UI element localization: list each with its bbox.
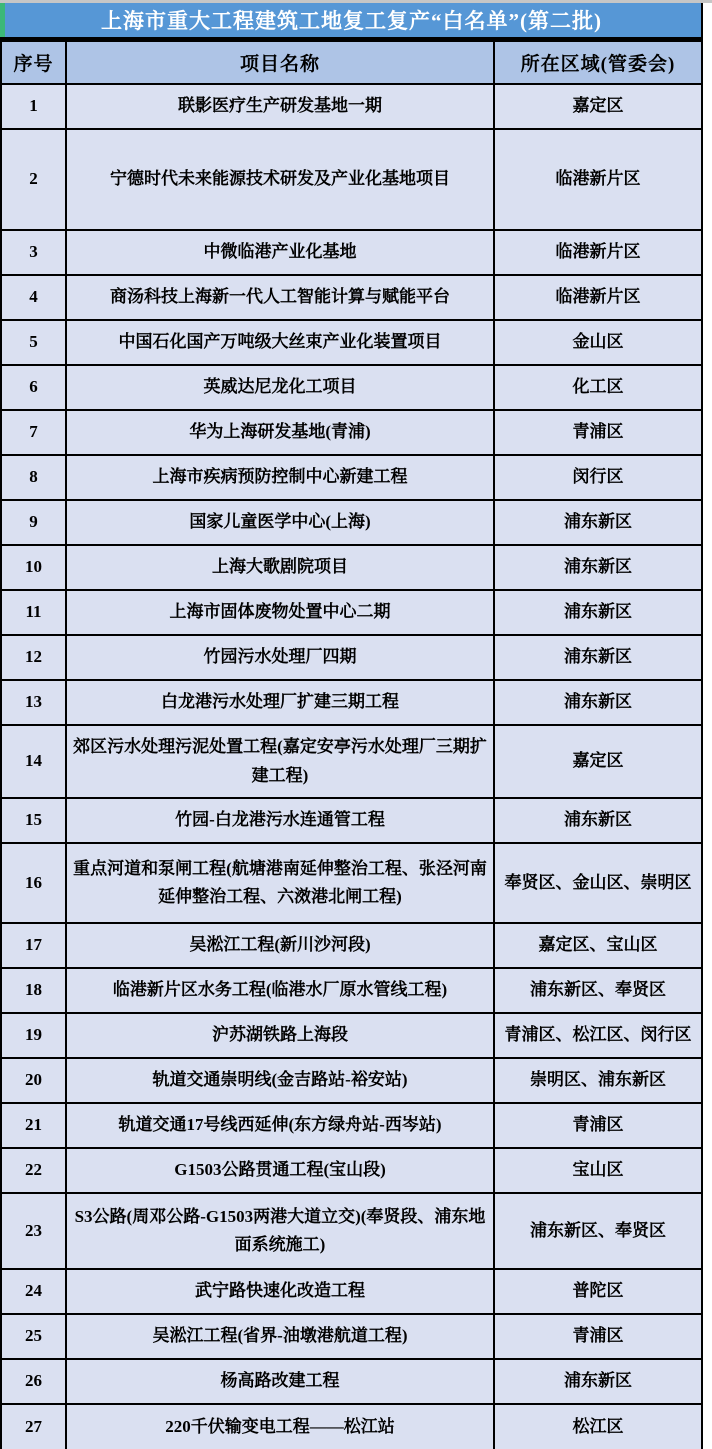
cell-project: 商汤科技上海新一代人工智能计算与赋能平台 [66,275,494,320]
cell-region: 金山区 [494,320,701,365]
cell-serial: 23 [2,1193,66,1269]
cell-serial: 1 [2,84,66,129]
cell-project: 武宁路快速化改造工程 [66,1269,494,1314]
cell-region: 普陀区 [494,1269,701,1314]
table-row [2,590,701,635]
table-row [2,129,701,230]
table-row [2,843,701,923]
cell-serial: 25 [2,1314,66,1359]
table-row [2,1013,701,1058]
cell-region: 临港新片区 [494,230,701,275]
cell-serial: 3 [2,230,66,275]
green-edge-strip [0,3,5,37]
cell-serial: 20 [2,1058,66,1103]
cell-region: 青浦区、松江区、闵行区 [494,1013,701,1058]
cell-serial: 2 [2,129,66,230]
table-body [2,84,701,1449]
table-row [2,1404,701,1449]
cell-project: 轨道交通崇明线(金吉路站-裕安站) [66,1058,494,1103]
cell-project: 竹园-白龙港污水连通管工程 [66,798,494,843]
cell-serial: 5 [2,320,66,365]
cell-region: 浦东新区 [494,500,701,545]
header-row [2,41,701,84]
cell-region: 青浦区 [494,1314,701,1359]
cell-region: 浦东新区 [494,545,701,590]
table-row [2,635,701,680]
cell-region: 浦东新区 [494,680,701,725]
cell-region: 奉贤区、金山区、崇明区 [494,843,701,923]
whitelist-sheet [0,3,703,1449]
cell-project: 杨高路改建工程 [66,1359,494,1404]
cell-serial: 26 [2,1359,66,1404]
cell-project: 吴淞江工程(新川沙河段) [66,923,494,968]
table-row [2,1058,701,1103]
table-row [2,798,701,843]
cell-project: 上海大歌剧院项目 [66,545,494,590]
cell-serial: 9 [2,500,66,545]
cell-serial: 6 [2,365,66,410]
cell-project: 竹园污水处理厂四期 [66,635,494,680]
cell-project: 重点河道和泵闸工程(航塘港南延伸整治工程、张泾河南延伸整治工程、六滧港北闸工程) [66,843,494,923]
cell-serial: 4 [2,275,66,320]
cell-region: 松江区 [494,1404,701,1449]
cell-region: 浦东新区 [494,635,701,680]
cell-project: S3公路(周邓公路-G1503两港大道立交)(奉贤段、浦东地面系统施工) [66,1193,494,1269]
cell-region: 嘉定区、宝山区 [494,923,701,968]
cell-project: 上海市固体废物处置中心二期 [66,590,494,635]
header-serial: 序号 [2,41,66,84]
table-row [2,410,701,455]
cell-project: 吴淞江工程(省界-油墩港航道工程) [66,1314,494,1359]
cell-serial: 17 [2,923,66,968]
cell-serial: 18 [2,968,66,1013]
header-region: 所在区域(管委会) [494,41,701,84]
cell-project: 上海市疾病预防控制中心新建工程 [66,455,494,500]
cell-serial: 22 [2,1148,66,1193]
cell-serial: 14 [2,725,66,798]
table-row [2,968,701,1013]
cell-serial: 8 [2,455,66,500]
cell-project: 国家儿童医学中心(上海) [66,500,494,545]
cell-region: 浦东新区、奉贤区 [494,968,701,1013]
cell-region: 闵行区 [494,455,701,500]
cell-project: 联影医疗生产研发基地一期 [66,84,494,129]
cell-region: 浦东新区 [494,1359,701,1404]
table-row [2,84,701,129]
cell-region: 化工区 [494,365,701,410]
cell-project: 郊区污水处理污泥处置工程(嘉定安亭污水处理厂三期扩建工程) [66,725,494,798]
cell-project: 中微临港产业化基地 [66,230,494,275]
cell-serial: 12 [2,635,66,680]
whitelist-table [2,40,701,1449]
cell-project: 220千伏输变电工程——松江站 [66,1404,494,1449]
cell-region: 浦东新区 [494,798,701,843]
cell-region: 青浦区 [494,1103,701,1148]
cell-region: 宝山区 [494,1148,701,1193]
cell-project: 英威达尼龙化工项目 [66,365,494,410]
cell-project: 临港新片区水务工程(临港水厂原水管线工程) [66,968,494,1013]
table-row [2,320,701,365]
cell-project: 轨道交通17号线西延伸(东方绿舟站-西岑站) [66,1103,494,1148]
table-row [2,1314,701,1359]
cell-region: 临港新片区 [494,275,701,320]
cell-serial: 24 [2,1269,66,1314]
cell-project: 沪苏湖铁路上海段 [66,1013,494,1058]
table-row [2,1269,701,1314]
table-row [2,500,701,545]
cell-project: 中国石化国产万吨级大丝束产业化装置项目 [66,320,494,365]
cell-project: G1503公路贯通工程(宝山段) [66,1148,494,1193]
table-row [2,545,701,590]
table-row [2,923,701,968]
table-row [2,680,701,725]
cell-project: 华为上海研发基地(青浦) [66,410,494,455]
cell-serial: 13 [2,680,66,725]
cell-region: 临港新片区 [494,129,701,230]
title-bar [0,3,701,40]
right-margin-strip [703,3,712,1449]
table-row [2,365,701,410]
cell-region: 嘉定区 [494,84,701,129]
cell-serial: 21 [2,1103,66,1148]
cell-serial: 7 [2,410,66,455]
table-row [2,455,701,500]
page-title: 上海市重大工程建筑工地复工复产“白名单”(第二批) [101,9,602,33]
table-row [2,1359,701,1404]
cell-region: 浦东新区 [494,590,701,635]
cell-serial: 16 [2,843,66,923]
table-row [2,1148,701,1193]
cell-project: 白龙港污水处理厂扩建三期工程 [66,680,494,725]
table-row [2,1193,701,1269]
cell-region: 青浦区 [494,410,701,455]
content-frame [0,3,712,1449]
cell-serial: 11 [2,590,66,635]
table-row [2,275,701,320]
cell-region: 嘉定区 [494,725,701,798]
cell-region: 崇明区、浦东新区 [494,1058,701,1103]
cell-project: 宁德时代未来能源技术研发及产业化基地项目 [66,129,494,230]
cell-serial: 15 [2,798,66,843]
cell-serial: 19 [2,1013,66,1058]
table-header [2,41,701,84]
cell-serial: 27 [2,1404,66,1449]
cell-region: 浦东新区、奉贤区 [494,1193,701,1269]
table-row [2,725,701,798]
table-row [2,1103,701,1148]
table-row [2,230,701,275]
cell-serial: 10 [2,545,66,590]
header-project: 项目名称 [66,41,494,84]
